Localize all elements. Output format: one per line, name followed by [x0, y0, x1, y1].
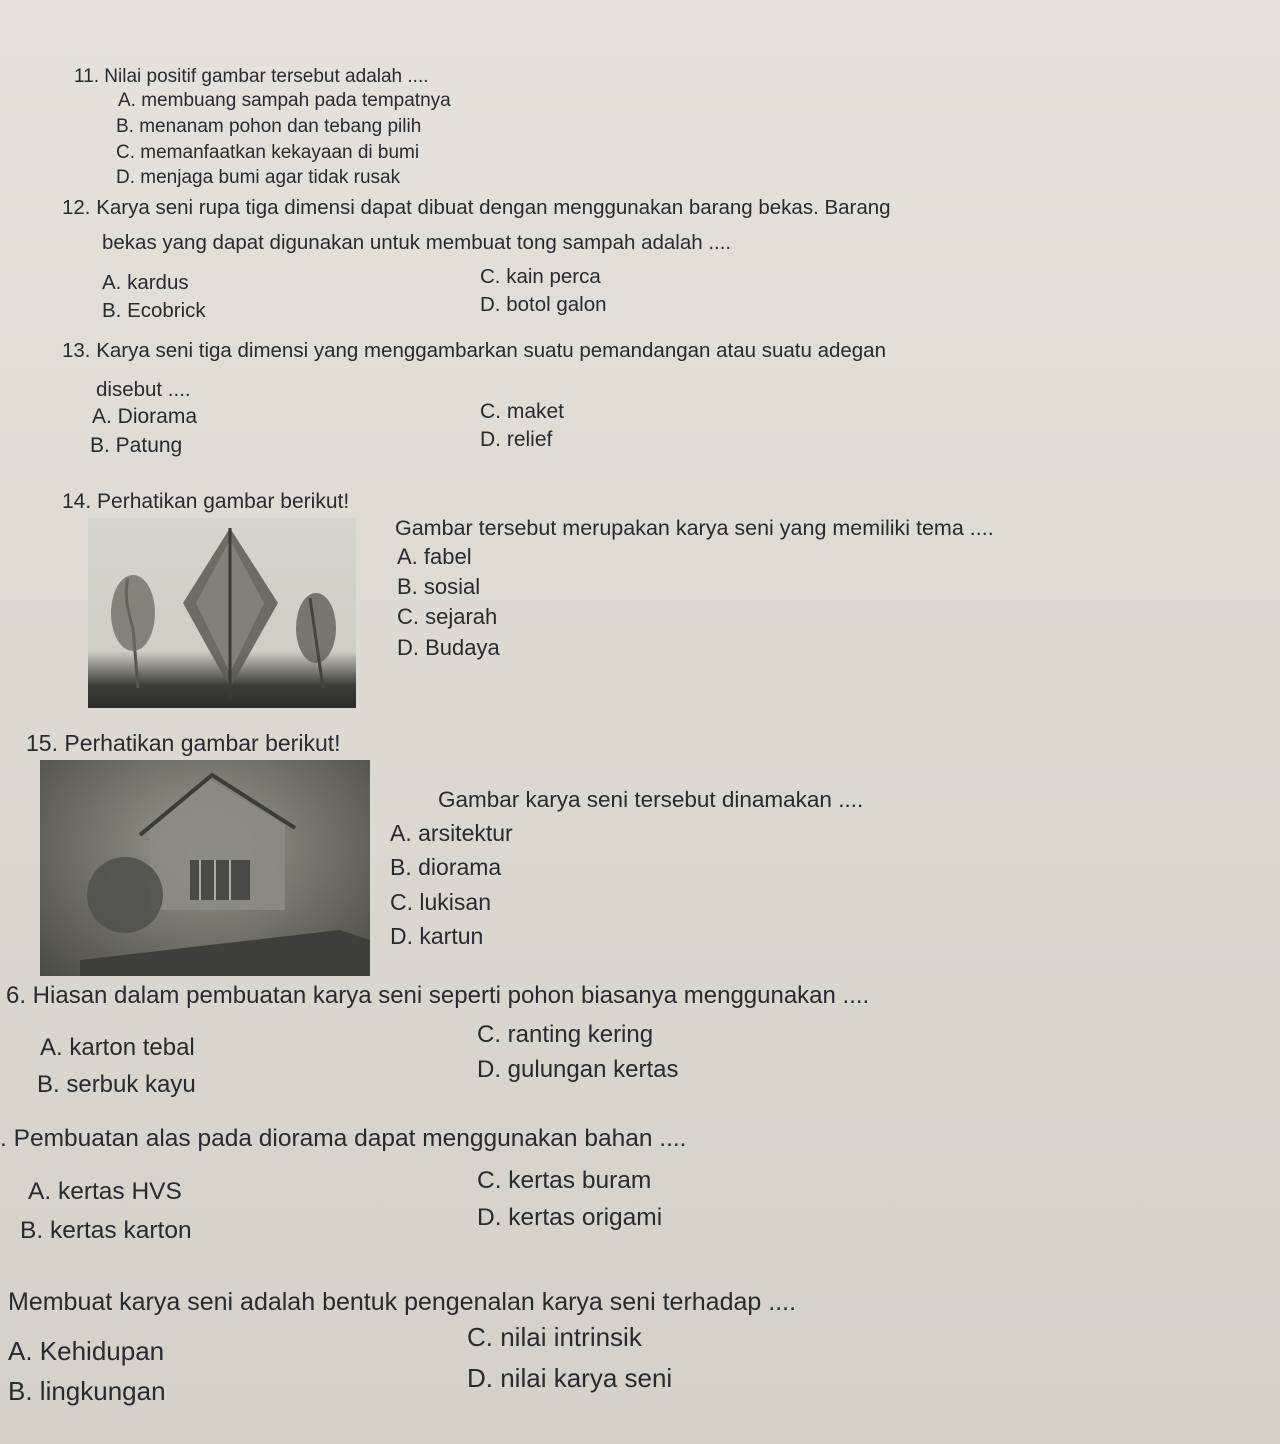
question-12-stem-line2: bekas yang dapat digunakan untuk membuat tong sampah adalah .... — [102, 231, 732, 254]
question-16-option-b: B. serbuk kayu — [37, 1071, 196, 1098]
question-15-stem: Gambar karya seni tersebut dinamakan .... — [438, 787, 864, 812]
question-17-option-a: A. kertas HVS — [28, 1178, 182, 1205]
question-13-stem-line1: 13. Karya seni tiga dimensi yang menggambarkan suatu pemandangan atau suatu adegan — [62, 339, 886, 362]
question-17-option-d: D. kertas origami — [477, 1204, 663, 1231]
question-11-option-a: A. membuang sampah pada tempatnya — [118, 90, 451, 111]
question-12-stem-line1: 12. Karya seni rupa tiga dimensi dapat dibuat dengan menggunakan barang bekas. Barang — [62, 196, 891, 219]
question-16-stem: 6. Hiasan dalam pembuatan karya seni seperti pohon biasanya menggunakan .... — [6, 982, 870, 1009]
question-14-intro: 14. Perhatikan gambar berikut! — [62, 490, 350, 513]
wayang-icon — [88, 518, 356, 708]
question-18-option-c: C. nilai intrinsik — [467, 1322, 642, 1352]
question-11-stem: 11. Nilai positif gambar tersebut adalah .... — [74, 66, 429, 87]
miniature-house-photo — [40, 760, 370, 976]
question-12-option-d: D. botol galon — [480, 293, 607, 316]
miniature-house-icon — [40, 760, 370, 976]
question-16-option-d: D. gulungan kertas — [477, 1056, 679, 1083]
question-17-stem: . Pembuatan alas pada diorama dapat menggunakan bahan .... — [0, 1125, 687, 1152]
question-15-option-a: A. arsitektur — [390, 820, 513, 846]
question-11-option-b: B. menanam pohon dan tebang pilih — [116, 116, 422, 137]
question-14-option-d: D. Budaya — [397, 635, 500, 660]
question-12-option-b: B. Ecobrick — [102, 299, 206, 322]
question-18-option-d: D. nilai karya seni — [467, 1363, 673, 1393]
question-17-option-c: C. kertas buram — [477, 1167, 652, 1194]
question-16-option-a: A. karton tebal — [40, 1034, 195, 1061]
question-13-option-c: C. maket — [480, 400, 565, 423]
question-11-option-d: D. menjaga bumi agar tidak rusak — [116, 167, 401, 188]
question-13-option-a: A. Diorama — [92, 405, 198, 428]
question-17-option-b: B. kertas karton — [20, 1217, 192, 1244]
question-13-option-d: D. relief — [480, 428, 553, 451]
question-13-option-b: B. Patung — [90, 434, 183, 457]
question-18-option-a: A. Kehidupan — [8, 1336, 165, 1366]
question-15-option-d: D. kartun — [390, 923, 484, 949]
wayang-puppet-photo — [88, 518, 356, 708]
question-13-stem-line2: disebut .... — [96, 378, 191, 401]
question-12-option-c: C. kain perca — [480, 265, 601, 288]
question-18-option-b: B. lingkungan — [8, 1376, 166, 1406]
question-15-option-c: C. lukisan — [390, 889, 491, 915]
question-14-option-a: A. fabel — [397, 544, 472, 569]
question-14-stem: Gambar tersebut merupakan karya seni yang memiliki tema .... — [395, 516, 994, 540]
question-18-stem: Membuat karya seni adalah bentuk pengenalan karya seni terhadap .... — [8, 1288, 797, 1316]
question-15-intro: 15. Perhatikan gambar berikut! — [26, 730, 341, 756]
question-14-option-b: B. sosial — [397, 574, 481, 599]
question-14-option-c: C. sejarah — [397, 604, 498, 629]
question-16-option-c: C. ranting kering — [477, 1021, 654, 1048]
question-15-option-b: B. diorama — [390, 854, 502, 880]
question-12-option-a: A. kardus — [102, 271, 189, 294]
question-11-option-c: C. memanfaatkan kekayaan di bumi — [116, 142, 420, 163]
